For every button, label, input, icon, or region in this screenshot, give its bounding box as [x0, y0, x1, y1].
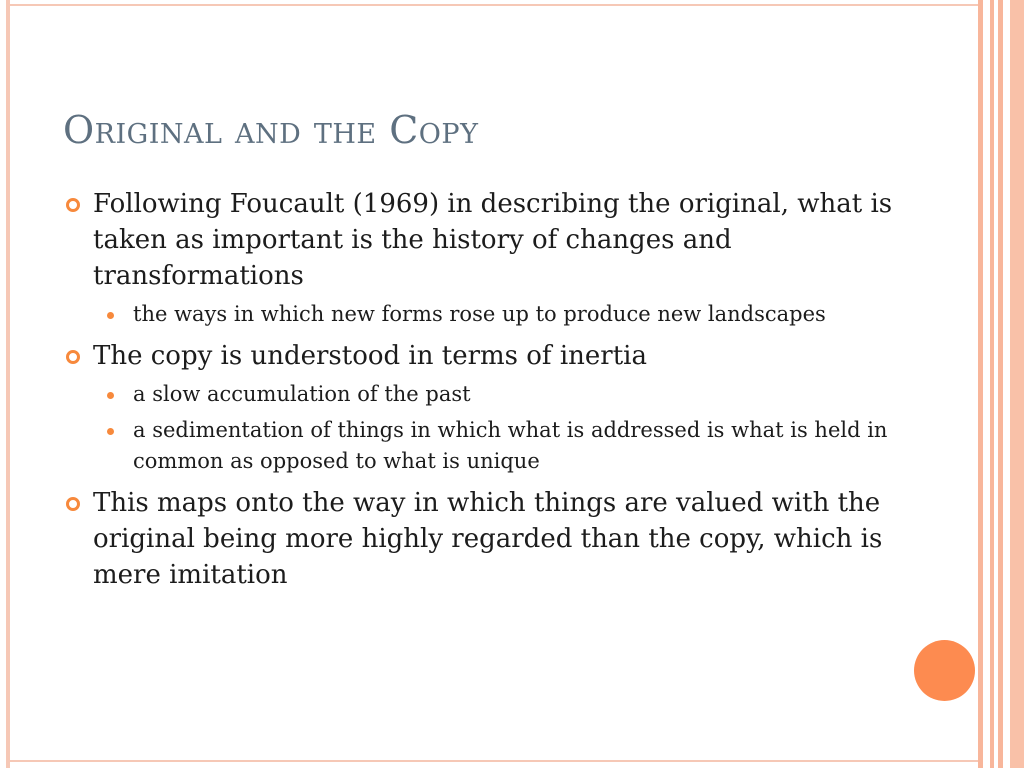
stripe [998, 0, 1003, 768]
decorative-circle [914, 640, 975, 701]
slide-title: Original and the Copy [63, 108, 479, 152]
stripe [978, 0, 983, 768]
sub-bullet-text: the ways in which new forms rose up to produce new landscapes [133, 302, 826, 326]
sub-bullet-item [66, 415, 906, 477]
sub-bullet-item [66, 379, 906, 410]
sub-bullet-text: a slow accumulation of the past [133, 382, 471, 406]
bullet-item [66, 338, 906, 374]
slide-body [66, 186, 906, 593]
ring-bullet-icon [66, 350, 80, 364]
left-border-line [6, 0, 10, 768]
bottom-border-line [6, 760, 980, 762]
bullet-text: The copy is understood in terms of inertia [93, 341, 647, 371]
bullet-text: Following Foucault (1969) in describing the original, what is taken as important is the history of changes and transformations [93, 189, 893, 291]
top-border-line [6, 4, 980, 6]
dot-bullet-icon [107, 392, 114, 399]
ring-bullet-icon [66, 497, 80, 511]
dot-bullet-icon [107, 428, 114, 435]
dot-bullet-icon [107, 312, 114, 319]
stripe [1010, 0, 1024, 768]
ring-bullet-icon [66, 198, 80, 212]
bullet-item [66, 485, 906, 593]
sub-bullet-text: a sedimentation of things in which what is addressed is what is held in common as opposed to what is unique [133, 418, 888, 473]
sub-bullet-item [66, 299, 906, 330]
stripe [990, 0, 994, 768]
bullet-item [66, 186, 906, 294]
decorative-stripes [978, 0, 1024, 768]
bullet-text: This maps onto the way in which things are valued with the original being more highly regarded than the copy, which is mere imitation [93, 488, 883, 590]
